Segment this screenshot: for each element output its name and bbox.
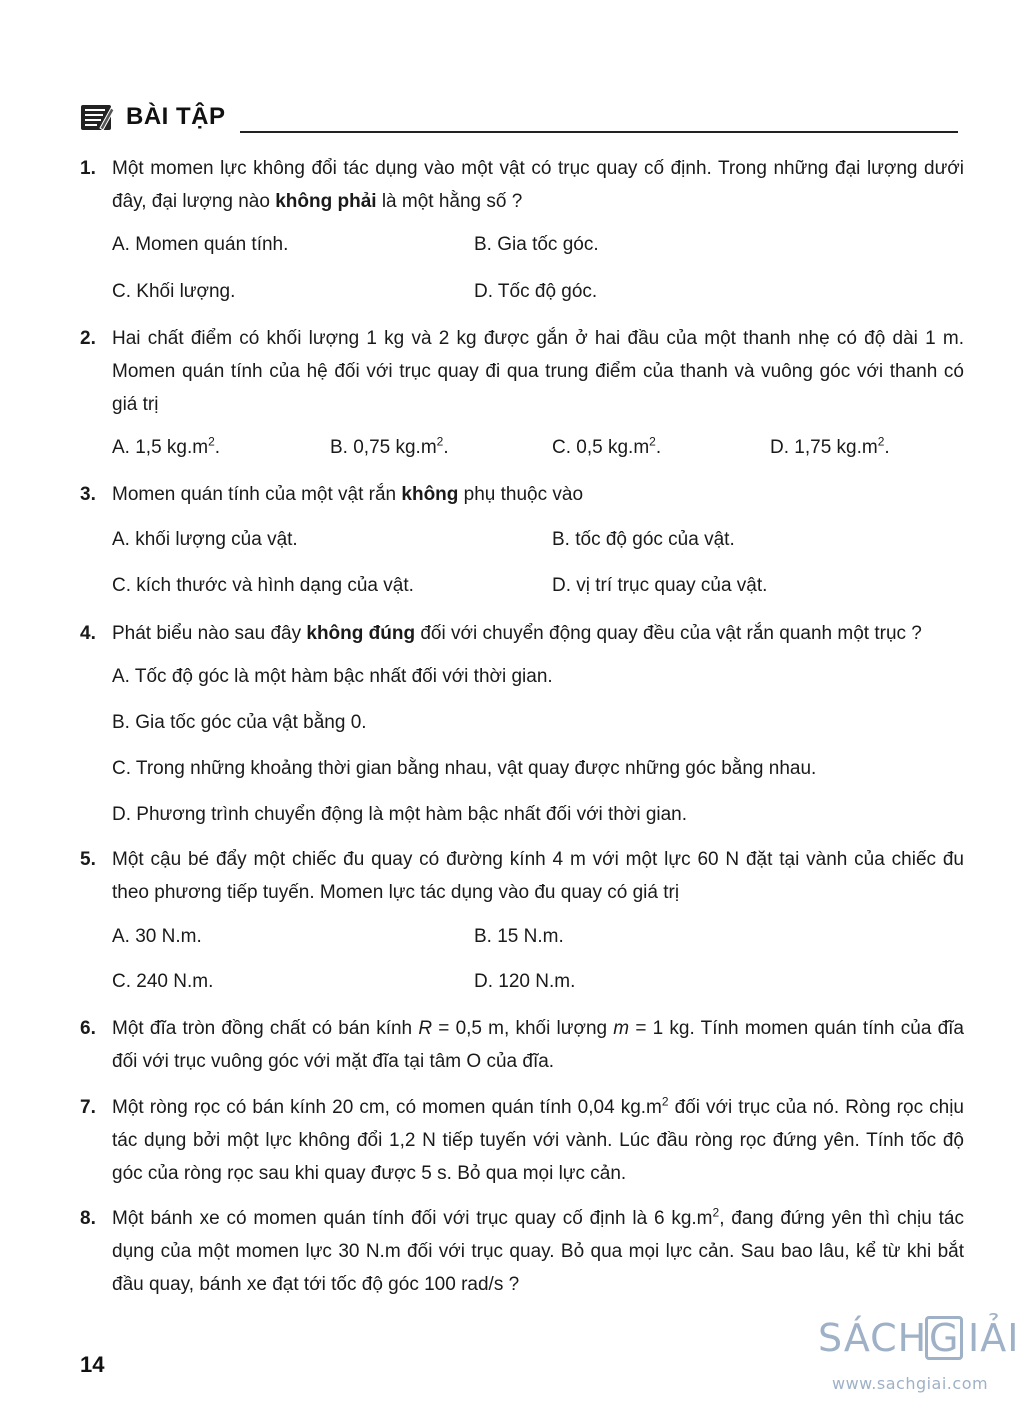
question-number: 8. — [80, 1208, 96, 1229]
question-text: Momen quán tính của một vật rắn không phụ thuộc vào — [112, 484, 584, 505]
question-text: Một momen lực không đổi tác dụng vào một vật có trục quay cố định. Trong những đại lượng dưới đây, đại lượng nào không phải là một hằng số ? — [112, 158, 964, 212]
option-b: B. Gia tốc góc. — [474, 234, 599, 255]
watermark-text-left: SÁCH — [818, 1316, 928, 1360]
option-d: D. 120 N.m. — [474, 971, 576, 992]
watermark-url: www.sachgiai.com — [832, 1374, 989, 1393]
question-text: Một bánh xe có momen quán tính đối với trục quay cố định là 6 $kg.m^2$, đang đứng yên thì chịu tác dụng của một momen lực 30 N.m đối với trục quay. Bỏ qua mọi lực cản. Sau bao lâu, kể từ khi bắt đầu quay, bánh xe đạt tới tốc độ góc 100 rad/s ? — [112, 1205, 964, 1295]
option-d: D. Phương trình chuyển động là một hàm bậc nhất đối với thời gian. — [112, 804, 688, 825]
option-c: C. Khối lượng. — [112, 281, 236, 302]
section-header — [80, 100, 958, 136]
option-a: A. 30 N.m. — [112, 926, 202, 947]
question-number: 4. — [80, 623, 96, 644]
option-c: C. 0,5 $kg.m^2$. — [552, 434, 662, 458]
question-text: Phát biểu nào sau đây không đúng đối với chuyển động quay đều của vật rắn quanh một trục ? — [112, 623, 922, 644]
option-c: C. kích thước và hình dạng của vật. — [112, 575, 414, 596]
question-number: 2. — [80, 328, 96, 349]
question-number: 5. — [80, 849, 96, 870]
option-b: B. Gia tốc góc của vật bằng 0. — [112, 712, 367, 733]
question-text: Hai chất điểm có khối lượng 1 kg và 2 kg được gắn ở hai đầu của một thanh nhẹ có độ dài 1 m. Momen quán tính của hệ đối với trục quay đi qua trung điểm của thanh và vuông góc với thanh có giá trị — [112, 328, 964, 415]
question-number: 7. — [80, 1097, 96, 1118]
question-text: Một đĩa tròn đồng chất có bán kính R = 0,5 m, khối lượng m = 1 kg. Tính momen quán tính của đĩa đối với trục vuông góc với mặt đĩa tại tâm O của đĩa. — [112, 1018, 964, 1072]
header-divider — [240, 131, 958, 133]
watermark-text-g: G — [929, 1316, 960, 1360]
option-c: C. Trong những khoảng thời gian bằng nhau, vật quay được những góc bằng nhau. — [112, 758, 817, 779]
option-d: D. 1,75 $kg.m^2$. — [770, 434, 890, 458]
option-b: B. 15 N.m. — [474, 926, 564, 947]
option-d: D. vị trí trục quay của vật. — [552, 575, 768, 596]
watermark-text-right: IẢI — [968, 1316, 1020, 1360]
option-a: A. khối lượng của vật. — [112, 529, 298, 550]
section-title: BÀI TẬP — [126, 103, 226, 130]
option-a: A. Tốc độ góc là một hàm bậc nhất đối với thời gian. — [112, 666, 553, 687]
question-text: Một cậu bé đẩy một chiếc đu quay có đường kính 4 m với một lực 60 N đặt tại vành của chiếc đu theo phương tiếp tuyến. Momen lực tác dụng vào đu quay có giá trị — [112, 849, 964, 903]
watermark-logo — [818, 1310, 1024, 1400]
option-a: A. Momen quán tính. — [112, 234, 289, 255]
pencil-book-icon — [80, 102, 114, 132]
question-number: 6. — [80, 1018, 96, 1039]
option-b: B. 0,75 $kg.m^2$. — [330, 434, 449, 458]
option-d: D. Tốc độ góc. — [474, 281, 598, 302]
question-number: 1. — [80, 158, 96, 179]
option-a: A. 1,5 $kg.m^2$. — [112, 434, 221, 458]
option-b: B. tốc độ góc của vật. — [552, 529, 735, 550]
question-text: Một ròng rọc có bán kính 20 cm, có momen quán tính 0,04 $kg.m^2$ đối với trục của nó. Ròng rọc chịu tác dụng bởi một lực không đổi 1,2 N tiếp tuyến với vành. Lúc đầu ròng rọc đứng yên. Tính tốc độ góc của ròng rọc sau khi quay được 5 s. Bỏ qua mọi lực cản. — [112, 1094, 964, 1184]
question-number: 3. — [80, 484, 96, 505]
page-number: 14 — [80, 1352, 105, 1377]
option-c: C. 240 N.m. — [112, 971, 214, 992]
